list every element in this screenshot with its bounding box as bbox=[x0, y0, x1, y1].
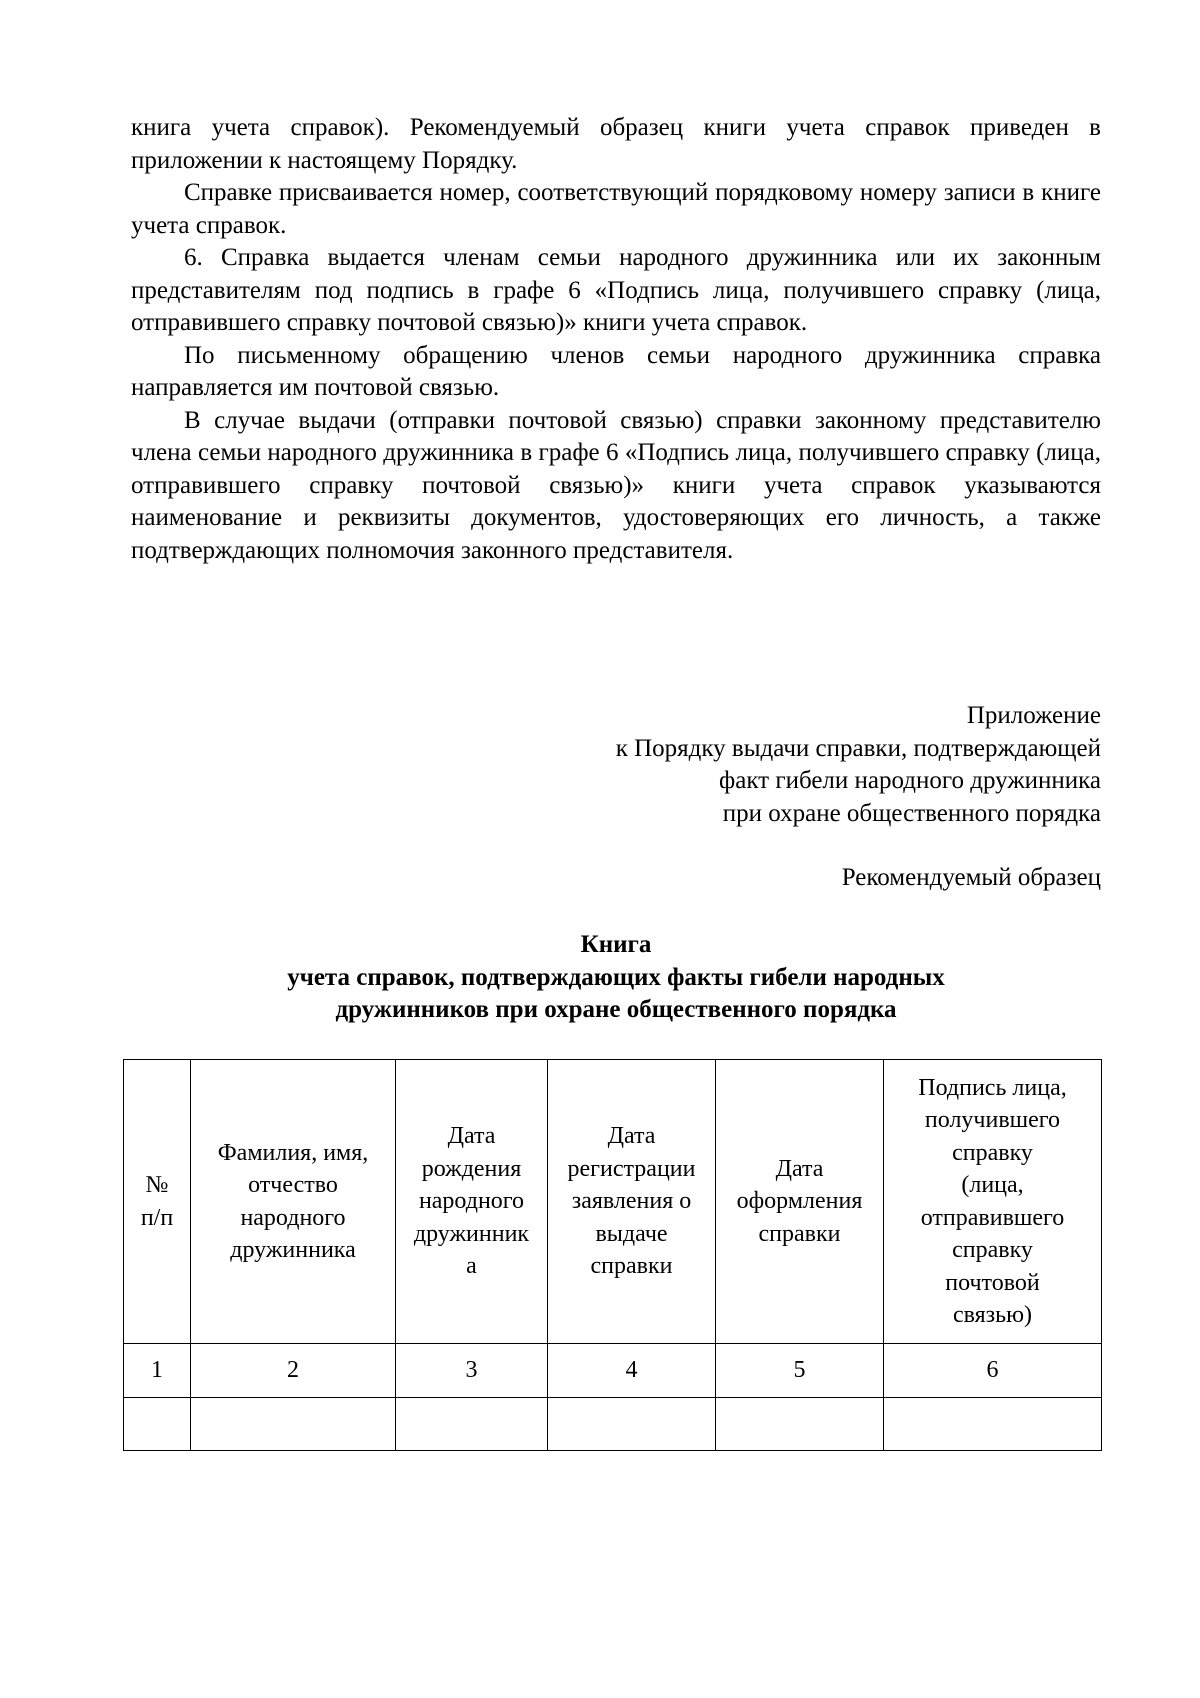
book-title-line-1: Книга bbox=[580, 931, 652, 958]
appendix-line-1: Приложение bbox=[966, 702, 1101, 729]
empty-cell bbox=[548, 1398, 716, 1451]
column-number-row bbox=[124, 1344, 1102, 1398]
appendix-line-4: при охране общественного порядка bbox=[722, 799, 1101, 827]
empty-cell bbox=[396, 1398, 548, 1451]
column-number-cell: 4 bbox=[548, 1344, 716, 1398]
book-title bbox=[131, 929, 1101, 1027]
paragraph-4: По письменному обращению членов семьи народного дружинника справка направляется им почтовой связью. bbox=[131, 341, 1101, 401]
appendix-line-3: факт гибели народного дружинника bbox=[719, 767, 1101, 794]
empty-cell bbox=[716, 1398, 884, 1451]
header-cell-registration-date: Дата регистрации заявления о выдаче справки bbox=[548, 1060, 716, 1344]
table-row bbox=[124, 1398, 1102, 1451]
header-cell-birth-date: Дата рождения народного дружинник а bbox=[396, 1060, 548, 1344]
column-number-cell: 3 bbox=[396, 1344, 548, 1398]
ledger-table bbox=[123, 1059, 1102, 1451]
empty-cell bbox=[191, 1398, 396, 1451]
empty-cell bbox=[884, 1398, 1102, 1451]
book-title-line-3: дружинников при охране общественного порядка bbox=[335, 996, 897, 1023]
paragraph-5: В случае выдачи (отправки почтовой связью) справки законному представителю члена семьи народного дружинника в графе 6 «Подпись лица, получившего справку (лица, отправившего справку почтовой связью)» книги учета справок указываются наименование и реквизиты документов, удостоверяющих его личность, а также подтверждающих полномочия законного представителя. bbox=[131, 406, 1101, 564]
paragraph-2: Справке присваивается номер, соответствующий порядковому номеру записи в книге учета справок. bbox=[131, 179, 1101, 239]
header-cell-number: № п/п bbox=[124, 1060, 191, 1344]
sample-label: Рекомендуемый образец bbox=[841, 864, 1101, 891]
header-cell-full-name: Фамилия, имя, отчество народного дружинника bbox=[191, 1060, 396, 1344]
appendix-header bbox=[401, 700, 1101, 830]
header-cell-issue-date: Дата оформления справки bbox=[716, 1060, 884, 1344]
column-number-cell: 1 bbox=[124, 1344, 191, 1398]
appendix-line-2: к Порядку выдачи справки, подтверждающей bbox=[615, 734, 1101, 762]
empty-cell bbox=[124, 1398, 191, 1451]
paragraph-3: 6. Справка выдается членам семьи народного дружинника или их законным представителям под подпись в графе 6 «Подпись лица, получившего справку (лица, отправившего справку почтовой связью)» книги учета справок. bbox=[131, 244, 1101, 336]
column-number-cell: 6 bbox=[884, 1344, 1102, 1398]
paragraph-1: книга учета справок). Рекомендуемый образец книги учета справок приведен в приложении к настоящему Порядку. bbox=[131, 114, 1101, 174]
table-header-row bbox=[124, 1060, 1102, 1344]
header-cell-signature: Подпись лица, получившего справку (лица, отправившего справку почтовой связью) bbox=[884, 1060, 1102, 1344]
column-number-cell: 2 bbox=[191, 1344, 396, 1398]
book-title-line-2: учета справок, подтверждающих факты гибели народных bbox=[287, 963, 945, 991]
column-number-cell: 5 bbox=[716, 1344, 884, 1398]
body-text bbox=[131, 112, 1101, 567]
